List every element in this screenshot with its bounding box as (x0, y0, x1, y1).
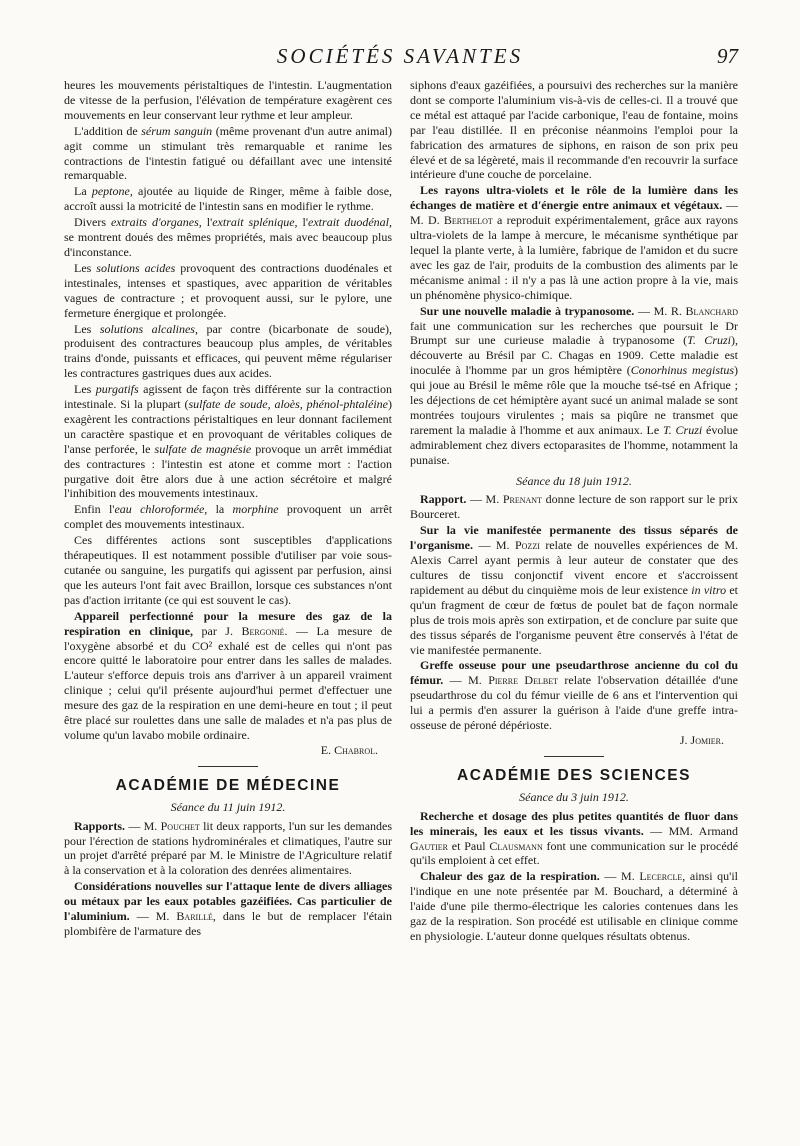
paragraph (64, 215, 392, 260)
text-run: Blanchard (685, 303, 738, 318)
paragraph (64, 819, 392, 879)
paragraph (64, 879, 392, 939)
text-run: Bergonié. (241, 623, 288, 638)
running-header (0, 44, 800, 72)
page-title: SOCIÉTÉS SAVANTES (276, 44, 524, 68)
paragraph (410, 658, 738, 733)
page-number: 97 (717, 44, 738, 68)
text-run: par contre (bicarbonate de soude), produisent des contractures beaucoup plus amples, de véritables trains d'onde, puissants et efficaces, qui peuvent même régulariser les contractures gastriques dues aux acides. (64, 321, 393, 381)
text-run: ) exagèrent les contractions péristaltiques en leur donnant facilement un caractère spastique et en provoquant de véritables coliques de l'anse perforée, le (64, 397, 392, 456)
author-signature: E. Chabrol. (320, 742, 378, 757)
paragraph (410, 523, 738, 657)
paragraph: heures les mouvements péristaltiques de l'intestin. L'augmentation de vitesse de la perfusion, l'élévation de température exagèrent ces mouvements en leur conservant leur rythme et leur ampleur. (64, 78, 392, 122)
text-run: purgatifs (95, 382, 139, 397)
paragraph: siphons d'eaux gazéifiées, a poursuivi des recherches sur la manière dont se comporte l'aluminium vis-à-vis de celles-ci. Il a trouvé que ce métal est attaqué par l'acide carbonique, l'eau de fontaine, moins par l'eau distillée. Il en préconise néanmoins l'emploi pour la fabrication des armatures de siphons, en raison de son prix peu élevé et de sa légèreté, mais il recommande d'en recouvrir la surface intérieure d'une couche de porcelaine. (410, 78, 738, 182)
section-heading: Considérations nouvelles sur l'attaque lente de divers alliages ou métaux par les eaux potables gazéifiées. Cas particulier de l'aluminium. (64, 879, 392, 924)
text-run: — M. R. (637, 303, 682, 318)
text-run: (même provenant d'un autre animal) agit comme un stimulant très remarquable et ranime les contractions de l'intestin fatigué ou défaillant avec une intensité remarquable. (64, 123, 393, 183)
text-run: lit deux rapports, l'un sur les demandes pour l'érection de stations hydrominérales et climatiques, l'autre sur un projet d'arrêté préparé par M. le Ministre de l'Agriculture relatif à la conservation et à la coloration des denrées alimentaires. (64, 818, 393, 878)
text-run: dans le but de remplacer l'étain plombifère de l'armature des (64, 909, 393, 938)
text-run: — La mesure de l'oxygène absorbé et du CO² exhalé est de celles qui n'ont pas encore quitté le laboratoire pour entrer dans les salles de malades. L'auteur s'efforce depuis trois ans d'arriver à un appareil vraiment clinique ; celui qu'il présente aujourd'hui permet d'effectuer une mesure des gaz de la respiration en une demi-heure en tout ; il peut être placé sur roulettes dans une salle de malades et n'a pas plus de volume qu'un lavabo mobile ordinaire. (64, 623, 393, 742)
text-run: Enfin l' (74, 502, 115, 517)
section-heading: Chaleur des gaz de la respiration. (420, 869, 600, 884)
left-column (64, 78, 392, 939)
text-run: Les (74, 321, 92, 336)
text-run: — M. (469, 492, 500, 507)
text-run: Les (74, 260, 92, 275)
divider (544, 756, 604, 757)
paragraph (64, 124, 392, 184)
section-heading: Sur la vie manifestée permanente des tissus séparés de l'organisme. (410, 523, 738, 553)
text-run: sulfate de magnésie (154, 441, 252, 456)
paragraph (64, 609, 392, 743)
text-run: Clausmann (489, 838, 543, 853)
text-run: font une communication sur le procédé qu'ils emploient à cet effet. (410, 838, 739, 868)
text-run: provoquent un arrêt complet des mouvements intestinaux. (64, 502, 393, 532)
text-run: Pozzi (514, 538, 540, 553)
text-run: Pierre Delbet (488, 673, 558, 688)
section-heading: Sur une nouvelle maladie à trypanosome. (420, 303, 635, 318)
text-run: fait une communication sur les recherches que poursuit le Dr Brumpt sur une curieuse maladie à trypanosome ( (410, 318, 738, 348)
text-run: ) qui joue au Brésil le même rôle que la mouche tsé-tsé en Afrique ; les déjections de cet hémiptère ayant sucé un animal malade se sont montrées toujours virulentes ; mais sa piqûre ne transmet que rarement la maladie à l'homme et aux animaux. Le (410, 363, 738, 437)
text-run: — M. (604, 869, 635, 884)
text-run: extrait duodénal, (308, 215, 392, 230)
text-run: solutions acides (96, 260, 176, 275)
paragraph (64, 261, 392, 321)
text-run: a reproduit expérimentalement, grâce aux rayons ultra-violets de la lampe à mercure, le mécanisme synthétique par lequel la plante verte, à la lumière, fabrique de l'amidon et du sucre avec les gaz de l'air, produits de la combustion des aliments par le mécanisme animal : il n'y a pas là une action propre à la vie, mais un phénomène physico-chimique. (410, 213, 739, 302)
text-run: L'addition de (74, 123, 138, 138)
text-run: sulfate de soude, aloès, phénol-phtaléine (188, 397, 388, 412)
text-run: provoque un arrêt immédiat des contractures : l'intestin est atone et comme mort : l'action purgative doit être alors due à une action sécrétoire et malgré l'inhibition des mouvements intestinaux. (64, 441, 393, 501)
paragraph (64, 382, 392, 501)
paragraph (410, 869, 738, 944)
text-run: T. Cruzi (663, 422, 703, 437)
section-heading: Recherche et dosage des plus petites quantités de fluor dans les minerais, les eaux et les tissus vivants. (410, 808, 738, 838)
text-run: et qu'un fragment de cœur de fœtus de poulet bat de façon normale plus de trois mois après son extirpation, et de conclure par suite que des tissus séparés de l'organisme peuvent être conservés à l'état de vie manifestée permanente. (410, 582, 739, 657)
paragraph (64, 502, 392, 532)
text-run: relate de nouvelles expériences de M. Alexis Carrel ayant permis à leur auteur de constater que des cultures de tissu conjonctif vivent encore et s'accroissent rapidement au début du cinquième mois de leur existence (410, 538, 739, 597)
paragraph (410, 304, 738, 468)
text-run: solutions alcalines, (99, 321, 198, 336)
text-run: extraits d'organes, (110, 215, 202, 230)
text-run: l' (302, 215, 309, 230)
text-run: Les (74, 382, 92, 397)
text-run: — MM. Armand (650, 823, 739, 838)
text-run: — M. (478, 538, 510, 553)
section-title: ACADÉMIE DES SCIENCES (457, 766, 691, 784)
section-heading: Rapport. (420, 492, 467, 507)
text-run: Lecercle, (639, 869, 686, 884)
session-date: Séance du 3 juin 1912. (519, 789, 629, 804)
text-run: ), découverte au Brésil par C. Chagas en 1909. Cette maladie est inoculée à l'homme par un gros hémiptère ( (410, 333, 738, 378)
text-run: l' (206, 215, 213, 230)
text-run: extrait splénique, (212, 215, 298, 230)
paragraph (410, 809, 738, 869)
text-run: ajoutée au liquide de Ringer, même à faible dose, accroît aussi la motricité de l'intestin sans en modifier le rythme. (64, 184, 393, 214)
right-column (410, 78, 738, 944)
section-heading: Greffe osseuse pour une pseudarthrose ancienne du col du fémur. (410, 658, 738, 688)
session-date: Séance du 18 juin 1912. (516, 473, 632, 488)
text-run: morphine (232, 502, 279, 517)
text-run: — M. (136, 909, 170, 924)
paragraph (410, 492, 738, 522)
text-run: agissent de façon très différente sur la contraction intestinale. Si la plupart ( (64, 382, 392, 412)
text-run: Prenant (502, 492, 542, 507)
text-run: Divers (74, 215, 106, 230)
paragraph (64, 184, 392, 214)
text-run: — M. (449, 673, 482, 688)
text-run: Pouchet (160, 818, 200, 833)
session-date: Séance du 11 juin 1912. (170, 799, 286, 814)
text-run: Conorhinus megistus (630, 363, 734, 378)
paragraph: Ces différentes actions sont susceptibles d'applications thérapeutiques. Il est notamment possible d'utiliser par voie sous-cutanée ou sanguine, les purgatifs qui agissent par perfusion, ainsi que les auteurs l'ont fait avec Braillon, lorsque ces substances n'ont pas d'action irritante (ce qui est souvent le cas). (64, 533, 392, 607)
text-run: ainsi qu'il l'indique en une note présentée par M. Bouchard, a déterminé à l'aide d'une pile thermo-électrique les calories contenues dans les gaz de la respiration. Son procédé est utilisable en clinique comme en physiologie. L'auteur donne quelques résultats obtenus. (410, 869, 739, 943)
text-run: in vitro (691, 582, 727, 597)
text-run: se montrent doués des mêmes propriétés, mais avec beaucoup plus d'inconstance. (64, 230, 392, 259)
text-run: provoquent des contractions duodénales et intestinales, intenses et spastiques, avec apparition de véritables vagues de contracture ; et provoquent aussi, sur le pylore, une fermeture énergique et prolongée. (64, 260, 393, 320)
text-run: Barillé, (176, 909, 216, 924)
divider (198, 766, 258, 767)
text-run: — M. D. (410, 198, 739, 228)
text-run: relate l'observation détaillée d'une pseudarthrose du col du fémur vieille de 6 ans et l'intervention qui lui a permis d'en assurer la guérison à l'aide d'une greffe intra-osseuse de péroné dépérioste. (410, 673, 738, 733)
text-run: — M. (128, 818, 158, 833)
paragraph (64, 322, 392, 382)
author-signature: J. Jomier. (679, 732, 724, 747)
section-heading: Appareil perfectionné pour la mesure des gaz de la respiration en clinique, (64, 608, 392, 638)
text-run: Berthelot (443, 213, 493, 228)
section-heading: Rapports. (74, 818, 126, 833)
text-run: eau chloroformée, (114, 502, 208, 517)
text-run: la (215, 502, 225, 517)
text-run: T. Cruzi (687, 333, 731, 348)
text-run: peptone, (91, 184, 133, 199)
text-run: sérum sanguin (141, 123, 213, 138)
text-run: par J. (201, 623, 233, 638)
text-run: évolue admirablement chez divers ectoparasites de l'homme, notamment la punaise. (410, 422, 739, 467)
text-run: donne lecture de son rapport sur le prix Bourceret. (410, 492, 739, 522)
text-run: et Paul (451, 838, 486, 853)
section-title: ACADÉMIE DE MÉDECINE (115, 776, 341, 794)
text-run: La (74, 184, 87, 199)
text-run: Gautier (410, 838, 448, 853)
section-heading: Les rayons ultra-violets et le rôle de la lumière dans les échanges de matière et d'énergie entre animaux et végétaux. (410, 183, 738, 213)
paragraph (410, 183, 738, 302)
